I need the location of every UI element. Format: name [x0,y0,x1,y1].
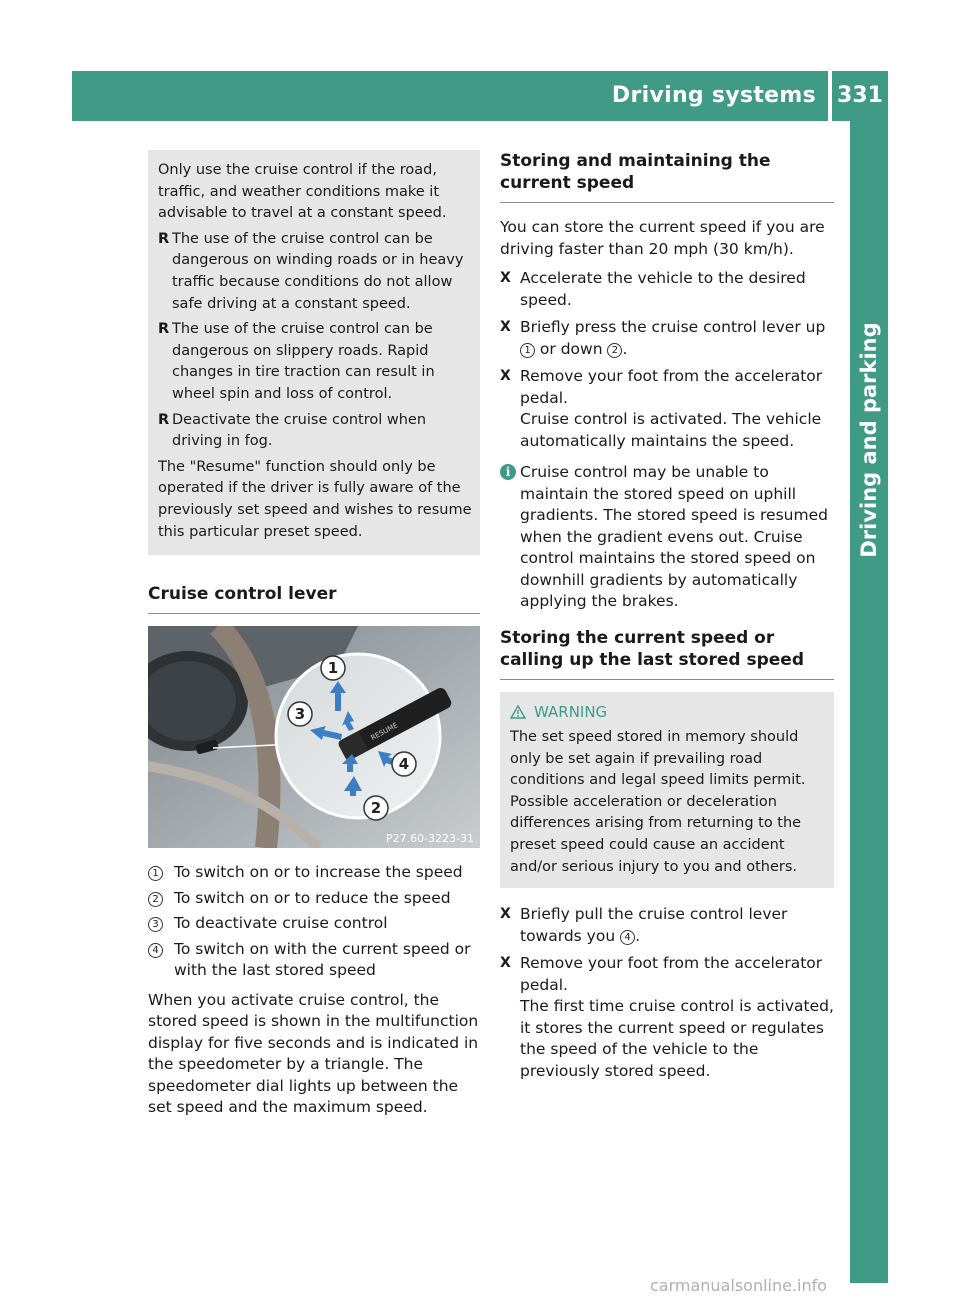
info-note [500,462,834,613]
callout-1-label: 1 [327,659,339,678]
step-item [500,268,834,311]
warning-title: WARNING [534,702,608,721]
callout-4 [392,752,416,776]
safety-note [148,150,480,555]
note-outro: The "Resume" function should only be operated if the driver is fully aware of the previously set speed and wishes to resume this particular preset speed. [158,458,472,540]
legend-number: 3 [148,917,163,932]
section-heading-calling-up: Storing the current speed or calling up the last stored speed [500,627,834,680]
step-item [500,953,834,1082]
bullet-mark: R [158,230,170,247]
legend-text: To switch on or to increase the speed [174,863,463,882]
lever-illustration [148,626,480,848]
warning-header [510,702,826,724]
callout-4-label: 4 [398,755,410,774]
display-paragraph: When you activate cruise control, the stored speed is shown in the multifunction display for five seconds and is indicated in the speedometer by a triangle. The speedometer dial lights up between the set speed and the maximum speed. [148,990,479,1117]
section-heading-storing: Storing and maintaining the current speed [500,150,834,203]
step-marker: X [500,368,511,384]
warning-box [500,692,834,889]
side-tab-bar [850,121,888,1283]
legend-item [148,862,480,884]
storing-intro: You can store the current speed if you are driving faster than 20 mph (30 km/h). [500,218,825,258]
callout-1 [321,656,345,680]
legend-text: To deactivate cruise control [174,914,388,933]
legend-number: 4 [148,943,163,958]
right-column [500,150,834,1088]
callout-2 [364,796,388,820]
legend-item [148,939,480,982]
side-tab-label: Driving and parking [857,322,881,558]
legend-item [148,913,480,935]
note-bullet-text: The use of the cruise control can be dangerous on slippery roads. Rapid changes in tire traction can result in wheel spin and loss of control. [172,321,435,402]
step-text: Remove your foot from the accelerator pedal. Cruise control is activated. The vehicle automatically maintains the speed. [520,367,823,450]
inline-number: 4 [620,930,635,945]
step-item [500,317,834,360]
info-text: Cruise control may be unable to maintain the stored speed on uphill gradients. The stored speed is resumed when the gradient evens out. Cruise control maintains the stored speed on downhill gradients by automatically applying the brakes. [520,463,828,610]
legend-number: 2 [148,892,163,907]
callout-2-label: 2 [370,799,382,818]
side-tab [852,300,886,580]
legend-text: To switch on with the current speed or with the last stored speed [174,939,471,980]
note-bullet [158,319,472,405]
cruise-control-lever-figure [148,626,480,848]
footer-watermark[interactable]: carmanualsonline.info [650,1276,828,1295]
inline-number: 2 [607,343,622,358]
step-text: Briefly pull the cruise control lever towards you 4 . [520,905,788,945]
note-bullet [158,410,472,453]
step-text: Briefly press the cruise control lever up 1 or down 2 . [520,318,826,358]
note-bullet-text: The use of the cruise control can be dangerous on winding roads or in heavy traffic because conditions do not allow safe driving at a constant speed. [172,230,464,312]
note-bullet-text: Deactivate the cruise control when driving in fog. [172,411,427,450]
step-result: Cruise control is activated. The vehicle automatically maintains the speed. [520,410,822,450]
warning-text: The set speed stored in memory should only be set again if prevailing road conditions and legal speed limits permit. Possible acceleration or deceleration differences arising from returning to the preset speed could cause an accident and/or serious injury to you and others. [510,729,806,875]
step-marker: X [500,270,511,286]
legend-item [148,888,480,910]
note-bullet [158,229,472,315]
left-column [148,150,480,1119]
inline-number: 1 [520,343,535,358]
step-item [500,904,834,947]
callout-3-label: 3 [294,705,306,724]
section-heading-cruise-lever: Cruise control lever [148,583,480,614]
callout-3 [288,702,312,726]
legend-number: 1 [148,866,163,881]
bullet-mark: R [158,321,170,338]
step-text: Remove your foot from the accelerator pedal. The first time cruise control is activated, it stores the current speed or regulates the speed of the vehicle to the previously stored speed. [520,954,834,1080]
warning-triangle-icon [510,705,526,719]
note-intro: Only use the cruise control if the road, traffic, and weather conditions make it advisable to travel at a constant speed. [158,162,447,222]
step-marker: X [500,955,511,972]
step-text: Accelerate the vehicle to the desired speed. [520,269,806,309]
bullet-mark: R [158,411,170,428]
step-marker: X [500,906,511,923]
step-marker: X [500,319,511,335]
step-result: The first time cruise control is activated, it stores the current speed or regulates the speed of the vehicle to the previously stored speed. [520,997,834,1080]
page-number: 331 [837,83,883,108]
legend-list [148,862,480,982]
page-title: Driving systems [611,83,816,108]
info-icon: i [500,464,516,480]
figure-code: P27.60-3223-31 [385,832,474,846]
legend-text: To switch on or to reduce the speed [174,888,451,907]
svg-text:RESUME: RESUME [369,721,400,743]
step-item [500,366,834,452]
